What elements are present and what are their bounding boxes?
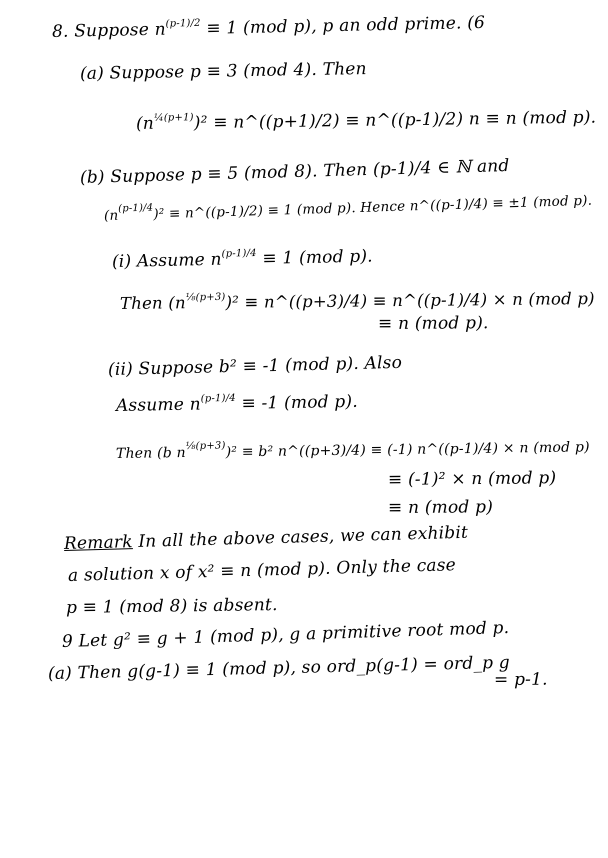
text: = p-1.	[493, 669, 548, 690]
exponent: ⅛(p+3)	[185, 440, 226, 453]
exponent: ⅛(p+3)	[185, 291, 226, 304]
text: 8. Suppose n	[51, 19, 166, 42]
text: (a) Suppose p ≡ 3 (mod 4). Then	[79, 58, 367, 84]
text-tail: ≡ 1 (mod p), p an odd prime. (6	[200, 12, 486, 39]
text-tail: In all the above cases, we can exhibit	[132, 522, 469, 553]
text: Then (b n	[115, 445, 186, 462]
text: ≡ n (mod p).	[377, 313, 489, 334]
text: (b) Suppose p ≡ 5 (mod 8). Then (p-1)/4 ∈ ℕ and	[79, 156, 510, 188]
subcase-ii-result	[388, 497, 493, 518]
text: ≡ (-1)² × n (mod p)	[387, 468, 557, 490]
remark-line-1	[64, 523, 469, 554]
text-tail: )² ≡ n^((p+1)/2) ≡ n^((p-1)/2) n ≡ n (mod p).	[193, 107, 597, 134]
case-b-heading	[80, 156, 510, 188]
text-tail: )² ≡ n^((p-1)/2) ≡ 1 (mod p). Hence n^((p-1)/4) ≡ ±1 (mod p).	[153, 192, 593, 223]
text: (a) Then g(g-1) ≡ 1 (mod p), so ord_p(g-1) = ord_p g	[47, 652, 511, 684]
exponent: (p-1)/4	[221, 247, 257, 260]
problem-9-part-a-result	[494, 670, 548, 690]
text: p ≡ 1 (mod 8) is absent.	[65, 595, 278, 618]
text: (ii) Suppose b² ≡ -1 (mod p). Also	[107, 352, 403, 380]
subcase-ii-step	[388, 468, 556, 490]
remark-line-2	[68, 555, 457, 586]
text: ≡ n (mod p)	[387, 497, 494, 518]
remark-line-3	[66, 595, 278, 618]
subcase-i-assumption	[112, 247, 373, 272]
case-a-heading	[80, 59, 367, 84]
exponent: (p-1)/4	[200, 392, 236, 405]
text-tail: )² ≡ n^((p+3)/4) ≡ n^((p-1)/4) × n (mod p)	[225, 289, 595, 312]
text: (i) Assume n	[111, 249, 222, 272]
text: 9 Let g² ≡ g + 1 (mod p), g a primitive root mod p.	[61, 617, 510, 652]
text: Then (n	[119, 293, 186, 313]
subcase-ii-equation	[116, 437, 590, 464]
subcase-ii-assumption	[116, 392, 358, 416]
text-tail: )² ≡ b² n^((p+3)/4) ≡ (-1) n^((p-1)/4) × n (mod p)	[225, 439, 590, 461]
exponent: ¼(p+1)	[153, 112, 194, 124]
problem-9-statement	[62, 618, 510, 652]
remark-label: Remark	[63, 532, 134, 554]
text-tail: ≡ -1 (mod p).	[235, 391, 359, 414]
subcase-ii-supposition	[108, 353, 403, 380]
problem-9-part-a	[48, 653, 510, 684]
subcase-i-result	[378, 313, 489, 334]
text: a solution x of x² ≡ n (mod p). Only the case	[67, 555, 457, 586]
subcase-i-equation	[120, 289, 595, 314]
exponent: (p-1)/2	[165, 17, 201, 30]
text: (n	[103, 207, 119, 224]
text: (n	[135, 113, 155, 134]
problem-8-statement	[52, 13, 485, 42]
case-a-equation	[136, 108, 596, 134]
exponent: (p-1)/4	[117, 202, 154, 215]
text: Assume n	[115, 394, 201, 416]
case-b-equation	[104, 191, 593, 226]
text-tail: ≡ 1 (mod p).	[256, 246, 374, 269]
